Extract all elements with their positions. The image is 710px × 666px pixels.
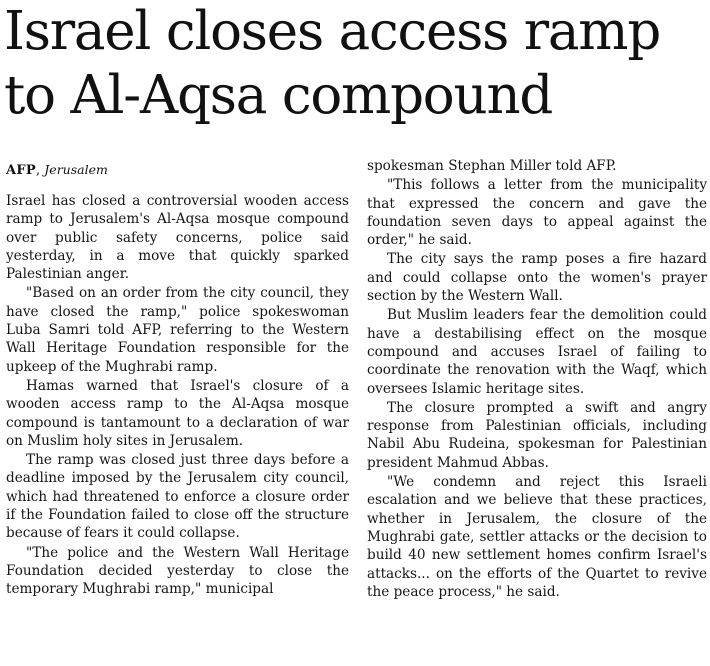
headline-line-2: to Al-Aqsa compound xyxy=(4,65,553,126)
byline-agency: AFP xyxy=(6,163,36,178)
paragraph: "This follows a letter from the municipality that expressed the concern and gave the foundation seven days to appeal against the order," he said. xyxy=(367,177,707,249)
body-column-left xyxy=(6,192,349,599)
body-column-right xyxy=(367,157,707,601)
byline-separator: , xyxy=(36,163,41,178)
byline xyxy=(6,161,108,180)
paragraph: "Based on an order from the city council, they have closed the ramp," police spokeswoman Luba Samri told AFP, referring to the Western Wall Heritage Foundation responsible for the upkeep of the Mughrabi ramp. xyxy=(6,285,349,375)
paragraph: "The police and the Western Wall Heritage Foundation decided yesterday to close the temporary Mughrabi ramp," municipal xyxy=(6,544,349,598)
headline-line-1: Israel closes access ramp xyxy=(4,1,661,62)
headline xyxy=(4,0,708,128)
paragraph: "We condemn and reject this Israeli escalation and we believe that these practices, whether in Jerusalem, the closure of the Mughrabi gate, settler attacks or the decision to build 40 new settlement homes confirm Israel's attacks... on the efforts of the Quartet to revive the peace process," he said. xyxy=(367,474,707,600)
paragraph: The closure prompted a swift and angry response from Palestinian officials, including Nabil Abu Rudeina, spokesman for Palestinian president Mahmud Abbas. xyxy=(367,399,707,471)
paragraph: Israel has closed a controversial wooden access ramp to Jerusalem's Al-Aqsa mosque compound over public safety concerns, police said yesterday, in a move that quickly sparked Palestinian anger. xyxy=(6,193,349,283)
paragraph: But Muslim leaders fear the demolition could have a destabilising effect on the mosque compound and accuses Israel of failing to coordinate the renovation with the Waqf, which oversees Islamic heritage sites. xyxy=(367,307,707,397)
paragraph-continuation: spokesman Stephan Miller told AFP. xyxy=(367,158,617,174)
paragraph: The ramp was closed just three days before a deadline imposed by the Jerusalem city council, which had threatened to enforce a closure order if the Foundation failed to close off the structure because of fears it could collapse. xyxy=(6,452,349,542)
byline-place: Jerusalem xyxy=(44,162,108,177)
paragraph: The city says the ramp poses a fire hazard and could collapse onto the women's prayer section by the Western Wall. xyxy=(367,251,707,305)
paragraph: Hamas warned that Israel's closure of a wooden access ramp to the Al-Aqsa mosque compound is tantamount to a declaration of war on Muslim holy sites in Jerusalem. xyxy=(6,377,349,449)
